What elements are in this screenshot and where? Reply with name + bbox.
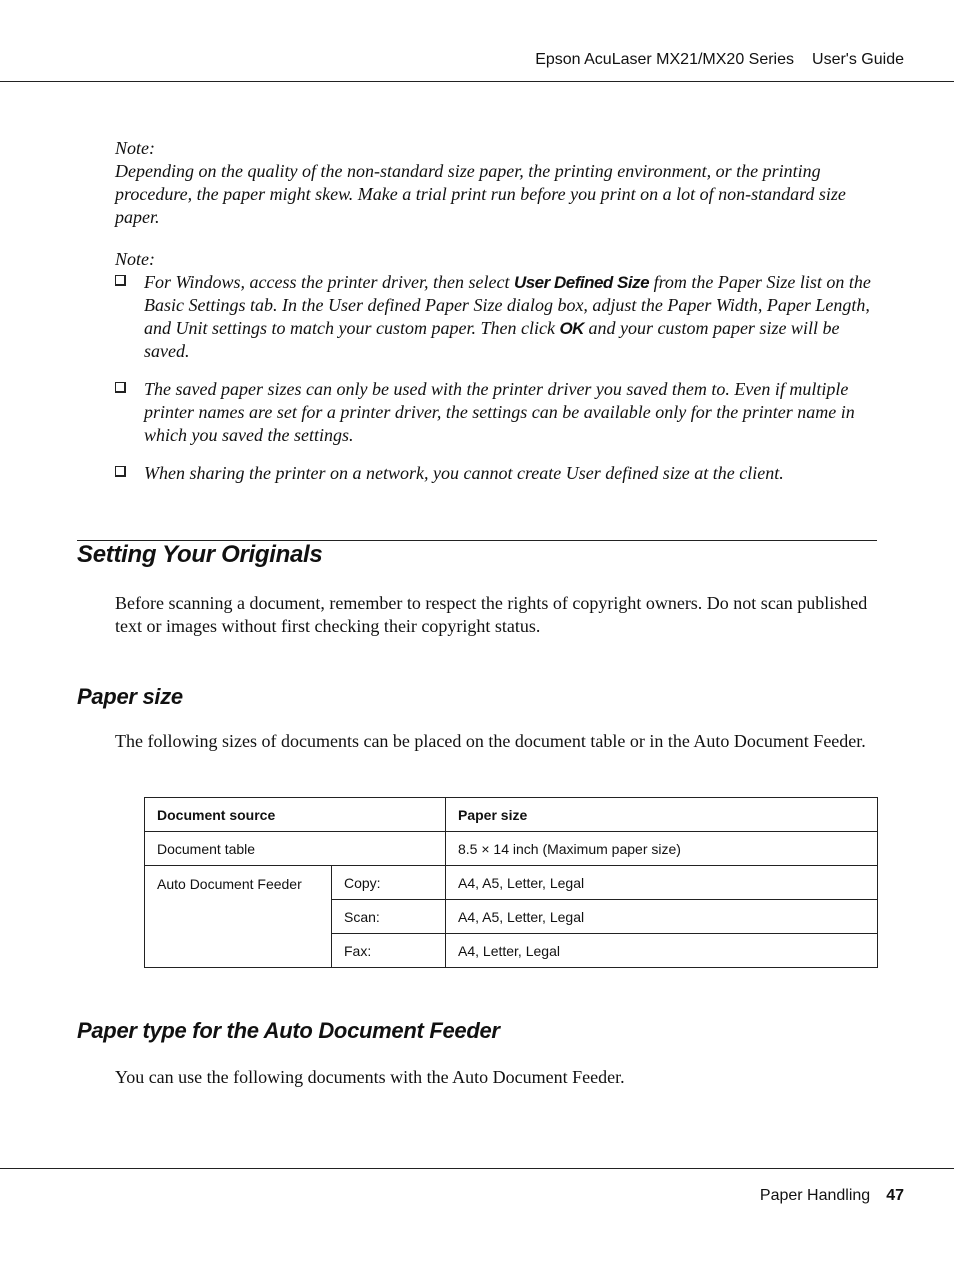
list-item: When sharing the printer on a network, you cannot create User defined size at the client. [115,462,880,485]
page-footer-rule [0,1168,954,1169]
note-text: Depending on the quality of the non-standard size paper, the printing environment, or the printing procedure, the paper might skew. Make a trial print run before you print on a lot of non-standard size paper. [115,161,846,227]
product-name: Epson AcuLaser MX21/MX20 Series [535,51,795,68]
checkbox-bullet-icon [115,382,126,393]
ok-term: OK [559,319,584,338]
table-cell: A4, A5, Letter, Legal [446,900,878,934]
section-intro: Before scanning a document, remember to respect the rights of copyright owners. Do not scan published text or images without first checking their copyright status. [115,593,868,636]
paper-size-table [144,797,878,968]
column-header: Document source [145,798,446,832]
table-cell: Scan: [332,900,446,934]
table-header-row [145,798,878,832]
paper-size-intro: The following sizes of documents can be placed on the document table or in the Auto Document Feeder. [115,731,866,751]
list-item: For Windows, access the printer driver, then select User Defined Size from the Paper Size list on the Basic Settings tab. In the User defined Paper Size dialog box, adjust the Paper Width, Paper Length, and Unit settings to match your custom paper. Then click OK and your custom paper size will be saved. [115,271,880,363]
footer-section: Paper Handling [759,1187,871,1204]
adf-intro: You can use the following documents with the Auto Document Feeder. [115,1067,625,1087]
table-cell: 8.5 × 14 inch (Maximum paper size) [446,832,878,866]
adf-heading: Paper type for the Auto Document Feeder [77,1018,500,1043]
page-number: 47 [886,1187,904,1204]
guide-name: User's Guide [812,51,904,68]
table-row [145,832,878,866]
table-cell: A4, Letter, Legal [446,934,878,968]
list-item: The saved paper sizes can only be used with the printer driver you saved them to. Even if multiple printer names are set for a printer driver, the settings can be available only for the printer name in which you saved the settings. [115,378,880,447]
section-title: Setting Your Originals [77,541,323,568]
table-cell: Document table [145,832,446,866]
table-cell: Auto Document Feeder [145,866,332,968]
table-cell: A4, A5, Letter, Legal [446,866,878,900]
table-cell: Copy: [332,866,446,900]
column-header: Paper size [446,798,878,832]
checkbox-bullet-icon [115,466,126,477]
page-header [0,0,954,82]
table-row [145,866,878,900]
table-cell: Fax: [332,934,446,968]
header-text [535,51,904,69]
note-custom-size [115,248,880,500]
note-skew [115,137,880,229]
user-defined-size-term: User Defined Size [513,273,650,292]
note-label: Note: [115,249,155,269]
paper-size-heading: Paper size [77,684,183,709]
note-label: Note: [115,138,155,158]
checkbox-bullet-icon [115,275,126,286]
note-list [115,271,880,485]
page-footer [760,1187,904,1205]
